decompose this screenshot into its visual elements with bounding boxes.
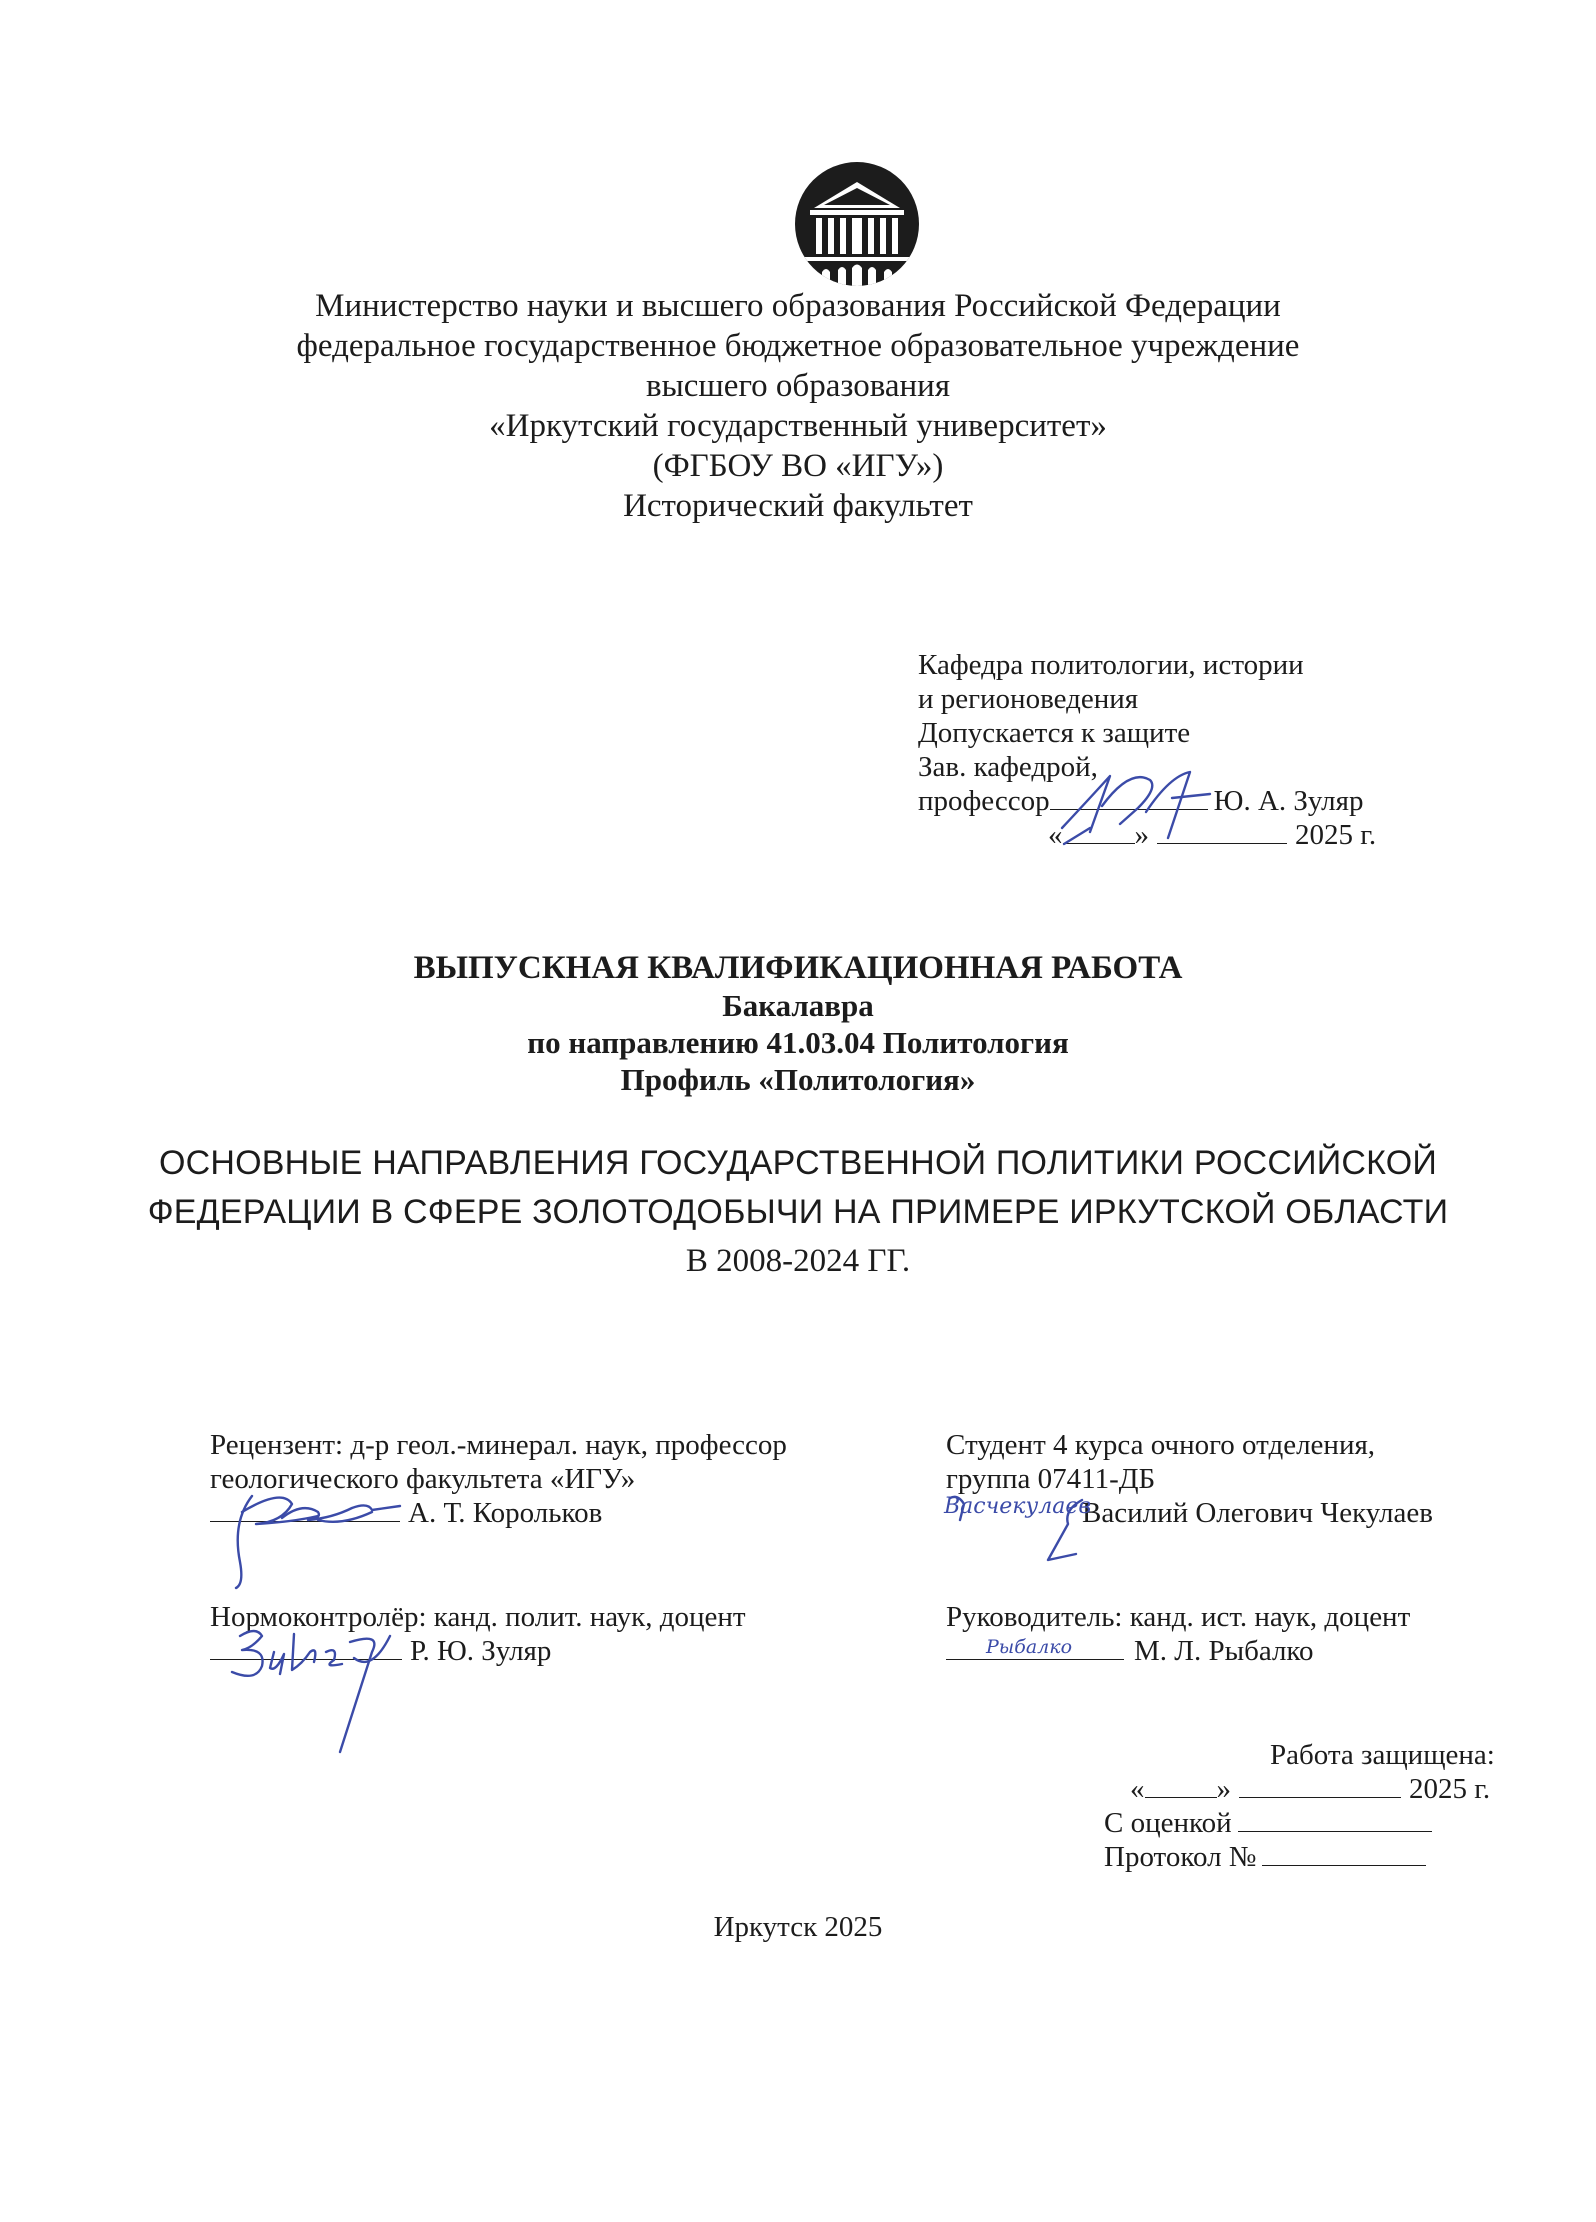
student-signature — [944, 1490, 1094, 1570]
reviewer-line-2: геологического факультета «ИГУ» — [210, 1463, 636, 1495]
head-signature — [1050, 758, 1240, 858]
profile-heading: Профиль «Политология» — [620, 1062, 976, 1097]
defense-date-close-quote: » — [1216, 1773, 1231, 1805]
protocol-blank — [1262, 1843, 1426, 1866]
defense-year: 2025 г. — [1409, 1773, 1491, 1805]
university-logo-emblem — [792, 160, 922, 288]
education-level: высшего образования — [646, 368, 950, 404]
degree-heading: Бакалавра — [722, 988, 874, 1023]
reviewer-name: А. Т. Корольков — [408, 1497, 603, 1529]
date-open-quote: « — [1048, 819, 1063, 851]
thesis-title-line-1: ОСНОВНЫЕ НАПРАВЛЕНИЯ ГОСУДАРСТВЕННОЙ ПОЛИТИКИ РОССИЙСКОЙ — [158, 1144, 1438, 1182]
thesis-title-line-2: ФЕДЕРАЦИИ В СФЕРЕ ЗОЛОТОДОБЫЧИ НА ПРИМЕРЕ ИРКУТСКОЙ ОБЛАСТИ — [147, 1193, 1449, 1231]
reviewer-line-1: Рецензент: д-р геол.-минерал. наук, профессор — [210, 1429, 787, 1461]
grade-line — [1104, 1806, 1432, 1840]
approval-year: 2025 г. — [1295, 819, 1377, 851]
reviewer-signature — [222, 1482, 422, 1592]
defense-day-blank — [1145, 1775, 1217, 1798]
faculty-name: Исторический факультет — [623, 488, 973, 524]
normcontroller-line-1: Нормоконтролёр: канд. полит. наук, доцент — [210, 1601, 746, 1633]
student-line-2: группа 07411-ДБ — [946, 1463, 1156, 1495]
normcontroller-signature — [222, 1612, 412, 1762]
protocol-label: Протокол № — [1104, 1841, 1257, 1873]
defense-date-line — [1130, 1772, 1490, 1806]
department-line-2: и регионоведения — [918, 683, 1139, 715]
head-name: Ю. А. Зуляр — [1213, 785, 1364, 817]
defense-month-blank — [1239, 1775, 1401, 1798]
work-type-heading: ВЫПУСКНАЯ КВАЛИФИКАЦИОННАЯ РАБОТА — [413, 950, 1183, 986]
student-name: Василий Олегович Чекулаев — [1082, 1497, 1433, 1529]
supervisor-name: М. Л. Рыбалко — [1134, 1635, 1314, 1667]
supervisor-signature-text: Рыбалко — [986, 1636, 1073, 1658]
city-year: Иркутск 2025 — [713, 1911, 883, 1943]
normcontroller-name: Р. Ю. Зуляр — [410, 1635, 552, 1667]
grade-blank — [1238, 1809, 1432, 1832]
protocol-line — [1104, 1840, 1426, 1874]
direction-heading: по направлению 41.03.04 Политология — [527, 1025, 1069, 1060]
date-close-quote: » — [1134, 819, 1149, 851]
student-signature-text: Васчекулаев — [944, 1494, 1092, 1519]
university-name: «Иркутский государственный университет» — [489, 408, 1107, 444]
ministry-name: Министерство науки и высшего образования Российской Федерации — [315, 288, 1281, 324]
defense-label: Работа защищена: — [1270, 1739, 1495, 1771]
department-line-1: Кафедра политологии, истории — [918, 649, 1304, 681]
head-of-department-label: Зав. кафедрой, — [918, 751, 1098, 783]
thesis-title-line-3: В 2008-2024 ГГ. — [685, 1243, 911, 1279]
institution-type: федеральное государственное бюджетное образовательное учреждение — [296, 328, 1300, 364]
professor-label: профессор — [918, 785, 1050, 817]
university-abbreviation: (ФГБОУ ВО «ИГУ») — [652, 448, 944, 484]
student-line-1: Студент 4 курса очного отделения, — [946, 1429, 1376, 1461]
grade-label: С оценкой — [1104, 1807, 1232, 1839]
supervisor-line-1: Руководитель: канд. ист. наук, доцент — [946, 1601, 1411, 1633]
defense-date-open-quote: « — [1130, 1773, 1145, 1805]
admitted-to-defense: Допускается к защите — [918, 717, 1191, 749]
